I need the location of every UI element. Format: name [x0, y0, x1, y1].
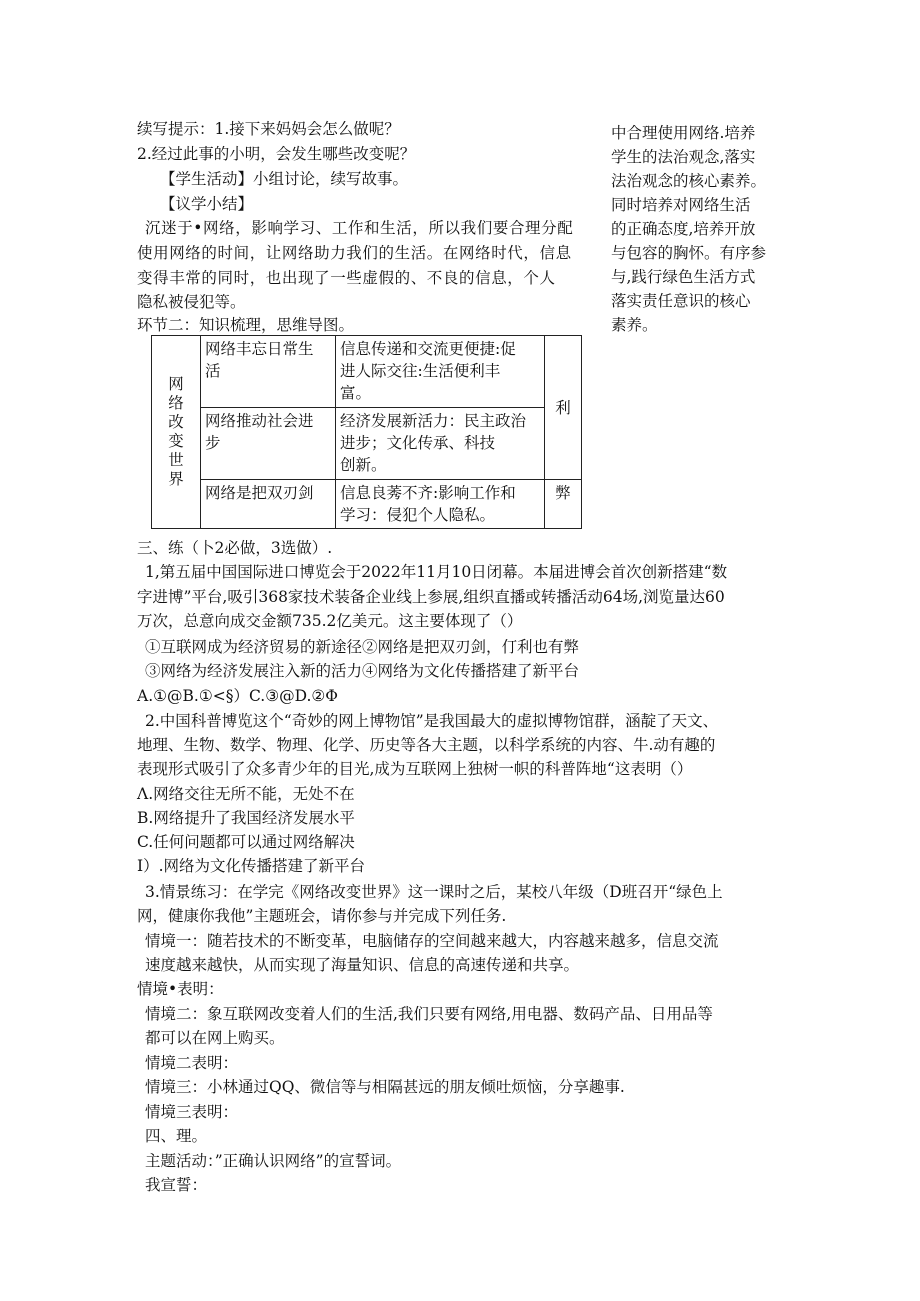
scenario-answer-label: 情境三表明： [145, 1103, 239, 1121]
exercise-option: B.网络提升了我国经济发展水平 [137, 809, 355, 827]
exercise-line: 字进博”平台,吸引368家技术装备企业线上参展,组织直播或转播活动64场,浏览量达60 [137, 588, 725, 606]
exercise-answers: A.①@B.①<§）C.③@D.②Φ [137, 687, 339, 705]
mind-map-detail: 经济发展新活力：民主政治 进步；文化传承、科技 创新。 [336, 408, 545, 480]
continuation-hint-2: 2.经过此事的小明，会发生哪些改变呢？ [137, 145, 416, 163]
summary-line-3: 变得丰常的同时，也出现了一些虚假的、不良的信息，个人 [137, 269, 556, 287]
scenario-answer-label: 情境•表明： [137, 980, 224, 998]
theme-activity: 主题活动：”正确认识网络”的宣誓词。 [145, 1152, 402, 1170]
mind-map-table [151, 335, 582, 529]
side-note-line: 学生的法治观念,落实 [611, 148, 756, 166]
exercise-line: 表现形式吸引了众多青少年的目光,成为互联网上独树一帜的科普阵地“这表明（） [137, 760, 693, 778]
exercise-option: Λ.网络交往无所不能，无处不在 [137, 785, 355, 803]
summary-line-2: 使用网络的时间，让网络助力我们的生活。在网络时代，信息 [137, 244, 572, 262]
mind-map-con-label: 弊 [545, 480, 582, 529]
side-note-line: 的正确态度,培养开放 [611, 220, 756, 238]
side-note-line: 落实责任意识的核心 [611, 292, 751, 310]
summary-line-1: 沉迷于•网络，影响学习、工作和生活，所以我们要合理分配 [145, 219, 574, 237]
exercise-heading: 三、练（卜2必做，3选做）. [137, 539, 333, 557]
section-two-heading: 环节二：知识梳理，思维导图。 [137, 316, 355, 334]
exercise-option: ③网络为经济发展注入新的活力④网络为文化传播搭建了新平台 [145, 662, 580, 680]
side-note-line: 同时培养对网络生活 [611, 196, 751, 214]
scenario-answer-label: 情境二表明： [145, 1054, 239, 1072]
exercise-option: I）.网络为文化传播搭建了新平台 [137, 857, 366, 875]
mind-map-topic: 网络推动社会进 步 [201, 408, 336, 480]
side-note-line: 与包容的胸怀。有序参 [611, 244, 767, 262]
exercise-line: 地理、生物、数学、物理、化学、历史等各大主题，以科学系统的内容、牛.动有趣的 [137, 736, 716, 754]
summary-line-4: 隐私被侵犯等。 [137, 293, 246, 311]
exercise-line: 万次，总意向成交金额735.2亿美元。这主要体现了（） [137, 612, 523, 630]
continuation-hint-1: 续写提示：1.接下来妈妈会怎么做呢？ [137, 120, 400, 138]
mind-map-detail: 信息良莠不齐:影响工作和 学习：侵犯个人隐私。 [336, 480, 545, 529]
scenario-line: 情境二：象互联网改变着人们的生活,我们只要有网络,用电器、数码产品、日用品等 [145, 1005, 713, 1023]
mind-map-detail: 信息传递和交流更便捷:促 进人际交往:生活便利丰 富。 [336, 336, 545, 408]
summary-heading: 【议学小结】 [160, 195, 254, 213]
exercise-option: ①互联网成为经济贸易的新途径②网络是把双刃剑，仃利也有弊 [145, 638, 580, 656]
side-note-line: 素养。 [611, 316, 658, 334]
side-note-line: 法治观念的核心素养。 [611, 172, 767, 190]
mind-map-topic: 网络是把双刃剑 [201, 480, 336, 529]
exercise-line: 网，健康你我他”主题班会，请你参与并完成下列任务. [137, 907, 507, 925]
section-four-heading: 四、理。 [145, 1127, 208, 1145]
oath-start: 我宣誓： [145, 1176, 208, 1194]
scenario-line: 都可以在网上购买。 [145, 1029, 285, 1047]
scenario-line: 速度越来越快，从而实现了海量知识、信息的高速传递和共享。 [145, 956, 580, 974]
exercise-option: C.任何问题都可以通过网络解决 [137, 833, 355, 851]
mind-map-pro-label: 利 [545, 336, 582, 480]
exercise-line: 3.情景练习：在学完《网络改变世界》这一课时之后，某校八年级（D班召开“绿色上 [145, 883, 723, 901]
exercise-line: 2.中国科普博览这个“奇妙的网上博物馆”是我国最大的虚拟博物馆群，涵靛了天文、 [145, 712, 719, 730]
exercise-line: 1,第五届中国国际进口博览会于2022年11月10日闭幕。本届进博会首次创新搭建“数 [145, 563, 728, 581]
student-activity: 【学生活动】小组讨论，续写故事。 [160, 170, 409, 188]
side-note-line: 中合理使用网络.培养 [611, 124, 756, 142]
side-note-line: 与,践行绿色生活方式 [611, 268, 756, 286]
scenario-line: 情境一：随若技术的不断变革，电脑储存的空间越来越大，内容越来越多，信息交流 [145, 932, 719, 950]
scenario-line: 情境三：小林通过QQ、微信等与相隔甚远的朋友倾吐烦恼，分享趣事. [145, 1078, 625, 1096]
mind-map-topic: 网络丰忘日常生 活 [201, 336, 336, 408]
mind-map-root: 网 络 改 变 世 界 [152, 336, 201, 529]
